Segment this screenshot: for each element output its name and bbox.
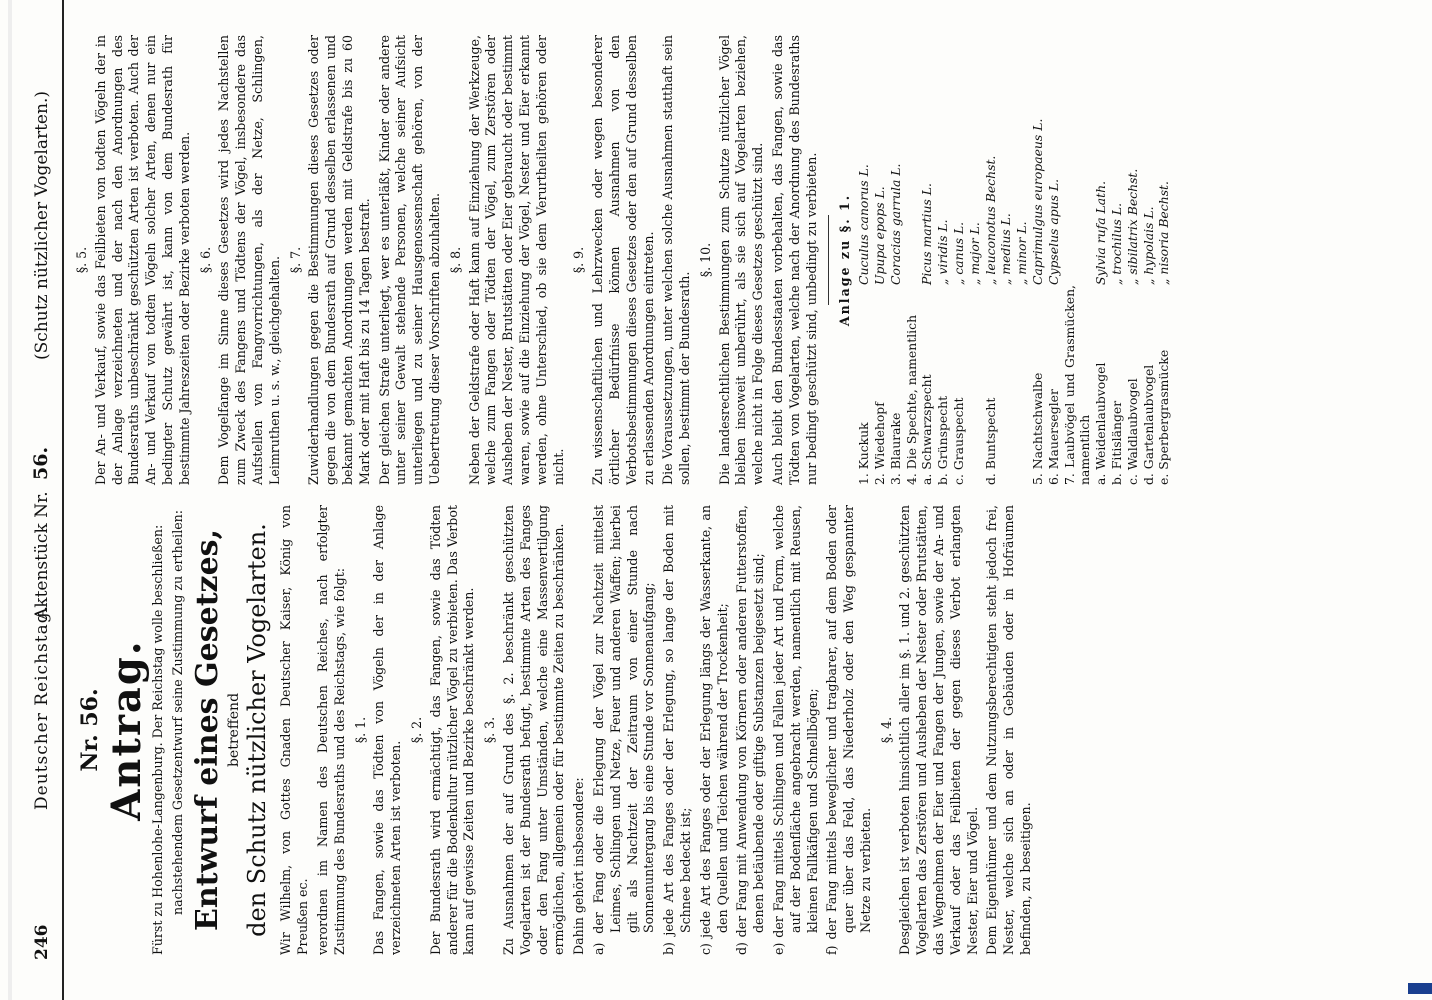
section-4-text: Desgleichen ist verboten hinsichtlich aller im §. 1. und 2. geschützten Vogelarten das Zerstören und Ausheben der Nester oder Brutstätten, das Wegnehmen der Eier und Fangen der Jungen, sowie der An- und Verkauf oder das Feilbieten der gegen dieses Verbot erlangten Nester, Eier und Vögel. <box>897 505 980 955</box>
species-common-name <box>998 285 1014 485</box>
left-column <box>70 505 1038 955</box>
species-latin-name: „ nisoria Bechst. <box>1156 181 1172 285</box>
section-7-text: Zuwiderhandlungen gegen die Bestimmungen dieses Gesetzes oder gegen die von dem Bundesrath auf Grund desselben erlassenen und bekannt gemachten Anordnungen werden mit Geldstrafe bis zu 60 Mark oder mit Haft bis zu 14 Tagen bestraft. <box>306 35 372 485</box>
table-row <box>1109 35 1125 485</box>
section-9-text: Zu wissenschaftlichen und Lehrzwecken oder wegen besonderer örtlicher Bedürfnisse können Ausnahmen von den Verbotsbestimmungen dieses Gesetzes oder den auf Grund desselben zu erlassenden Anordnungen eintreten. <box>590 35 656 485</box>
list-item: c) jede Art des Fanges oder der Erlegung längs der Wasserkante, an den Quellen und Teichen während der Trockenheit; <box>697 505 730 955</box>
section-3-text: Zu Ausnahmen der auf Grund des §. 2. beschränkt geschützten Vogelarten ist der Bundesrath befugt, bestimmte Arten des Fanges oder den Fang unter Umständen, welche eine Massenvertilgung ermöglichen, allgemein oder für bestimmte Zeiten zu beschränken. <box>500 505 567 955</box>
species-latin-name: „ medius L. <box>998 213 1014 285</box>
species-common-name <box>967 285 983 485</box>
table-row <box>967 35 983 485</box>
section-8-heading: §. 8. <box>447 246 463 274</box>
section-3-heading: §. 3. <box>482 716 498 744</box>
section-2-text: Der Bundesrath wird ermächtigt, das Fangen, sowie das Tödten anderer für die Bodenkultur nützlicher Vögel zu verbieten. Das Verbot kann auf gewisse Zeiten und Bezirke beschränkt werden. <box>427 505 477 955</box>
section-1-heading: §. 1. <box>352 716 368 744</box>
section-1-text: Das Fangen, sowie das Tödten von Vögeln der in der Anlage verzeichneten Arten ist verboten. <box>371 505 404 955</box>
species-latin-name: „ hypolais L. <box>1140 206 1156 285</box>
species-latin-name: Cypselus apus L. <box>1045 178 1061 285</box>
preamble-2: verordnen im Namen des Deutschen Reiches, nach erfolgter Zustimmung des Bundesraths und des Reichstags, wie folgt: <box>314 505 347 955</box>
section-10-heading: §. 10. <box>697 242 713 278</box>
section-6-heading: §. 6. <box>197 246 213 274</box>
species-latin-name: Cuculus canorus L. <box>856 164 872 285</box>
table-row <box>935 35 951 485</box>
list-item: b) jede Art des Fanges oder der Erlegung, so lange der Boden mit Schnee bedeckt ist; <box>661 505 693 955</box>
species-common-name: e. Sperbergrasmücke <box>1156 349 1172 485</box>
section-5-heading: §. 5. <box>74 246 89 274</box>
table-row <box>872 35 888 485</box>
table-row <box>1156 35 1172 485</box>
species-common-name: a. Schwarzspecht <box>919 374 935 485</box>
section-4-heading: §. 4. <box>878 716 894 744</box>
page-number: 246 <box>32 924 52 960</box>
species-common-name: 1. Kuckuk <box>856 422 872 485</box>
table-row <box>983 35 999 485</box>
list-item: d) der Fang mit Anwendung von Körnern oder anderen Futterstoffen, denen betäubende oder giftige Substanzen beigesetzt sind; <box>734 505 767 955</box>
species-latin-name: „ trochilus L. <box>1109 202 1125 285</box>
species-latin-name: „ viridis L. <box>935 219 951 285</box>
species-latin-name: „ major L. <box>966 222 982 285</box>
species-common-name: d. Gartenlaubvogel <box>1140 364 1156 485</box>
section-4-text-b: Dem Eigenthümer und dem Nutzungsberechtigten steht jedoch frei, Nester, welche sich an oder in Gebäuden oder in Hofräumen befinden, zu beseitigen. <box>984 505 1034 955</box>
table-row <box>1046 35 1062 485</box>
section-9-heading: §. 9. <box>571 246 587 274</box>
section-10-text: Die landesrechtlichen Bestimmungen zum Schutze nützlicher Vögel bleiben insoweit unberührt, als sie sich auf Vogelarten beziehen, welche nicht in Folge dieses Gesetzes geschützt sind. <box>716 35 766 485</box>
table-row <box>1141 35 1157 485</box>
table-row <box>951 35 967 485</box>
section-9-text-b: Die Voraussetzungen, unter welchen solche Ausnahmen statthaft sein sollen, bestimmt der Bundesrath. <box>660 35 693 485</box>
species-latin-name: Picus martius L. <box>919 183 935 285</box>
list-item: e) der Fang mittels Schlingen und Fallen jeder Art und Form, welche auf der Bodenfläche angebracht werden, namentlich mit Reusen, kleinen Fallkäfigen und Schnellbögen; <box>770 505 820 955</box>
nr-heading: Nr. 56. <box>77 688 103 772</box>
section-3-text-b: Dahin gehört insbesondere: <box>571 777 587 955</box>
species-latin-name: Coracias garrula L. <box>887 163 903 285</box>
species-latin-name: „ canus L. <box>951 221 967 285</box>
running-header <box>28 0 64 1000</box>
section-6-text: Dem Vogelfange im Sinne dieses Gesetzes wird jedes Nachstellen zum Zweck des Fangens und Tödtens der Vögel, insbesondere das Aufstellen von Fangvorrichtungen, als der Netze, Schlingen, Leimruthen u. s. w., gleichgehalten. <box>216 35 282 485</box>
species-common-name: 5. Nachtschwalbe <box>1030 372 1046 485</box>
species-latin-name <box>904 35 920 285</box>
species-common-name: a. Weidenlaubvogel <box>1093 362 1109 485</box>
preamble-1: Wir Wilhelm, von Gottes Gnaden Deutscher Kaiser, König von Preußen ec. <box>278 505 311 955</box>
table-row <box>888 35 904 485</box>
entwurf-heading: Entwurf eines Gesetzes, <box>189 528 225 932</box>
divider <box>828 215 829 305</box>
header-doc-ref: Aktenstück Nr. <box>32 491 52 620</box>
species-common-name: 2. Wiedehopf <box>872 402 888 485</box>
species-common-name: c. Waldlaubvogel <box>1124 378 1140 485</box>
table-row <box>856 35 872 485</box>
species-latin-name: „ leuconotus Bechst. <box>982 155 998 285</box>
anlage-heading: Anlage zu §. 1. <box>837 193 853 327</box>
table-row <box>1062 35 1094 485</box>
header-doc-no: 56. <box>30 446 52 480</box>
species-common-name: 7. Laubvögel und Grasmücken, namentlich <box>1061 285 1093 485</box>
species-common-name <box>1014 285 1030 485</box>
species-latin-name: Caprimulgus europaeus L. <box>1030 118 1046 285</box>
digitization-footer <box>1414 8 1430 998</box>
table-row <box>1014 35 1030 485</box>
species-common-name: 6. Mauersegler <box>1045 389 1061 485</box>
section-10-text-b: Auch bleibt den Bundesstaaten vorbehalten, das Fangen, sowie das Tödten von Vogelarten, welche nach der Anordnung des Bundesraths nur bedingt geschützt sind, unbedingt zu verbieten. <box>770 35 819 485</box>
species-latin-name <box>1062 35 1094 285</box>
species-common-name: 3. Blaurake <box>887 412 903 485</box>
section-7-text-b: Der gleichen Strafe unterliegt, wer es unterläßt, Kinder oder andere unter seiner Gewalt stehende Personen, welche seiner Aufsicht unterliegen und zu seiner Hausgenossenschaft gehören, von der Uebertretung dieser Vorschriften abzuhalten. <box>376 35 442 485</box>
species-common-name: b. Grünspecht <box>935 395 951 485</box>
antrag-heading: Antrag. <box>103 639 150 821</box>
header-title: Deutscher Reichstag. <box>32 605 52 810</box>
schutz-heading: den Schutz nützlicher Vogelarten. <box>243 523 272 937</box>
table-row <box>1125 35 1141 485</box>
dfg-logo <box>1408 983 1432 994</box>
table-row <box>998 35 1014 485</box>
section-5-text: Der An- und Verkauf, sowie das Feilbieten von todten Vögeln der in der Anlage verzeichneten und der nach den Anordnungen des Bundesraths unbeschränkt geschützten Arten ist verboten. Auch der An- und Verkauf von todten Vögeln solcher Arten, denen nur ein bedingter Schutz gewährt ist, kann von dem Bundesrath für bestimmte Jahreszeiten oder Bezirke verboten werden. <box>92 35 192 485</box>
right-column <box>70 35 1172 485</box>
species-common-name: c. Grauspecht <box>951 397 967 485</box>
section-7-heading: §. 7. <box>287 246 303 274</box>
intro-text-2: nachstehendem Gesetzentwurf seine Zustimmung zu ertheilen: <box>169 509 185 915</box>
species-latin-name: Upupa epops L. <box>872 186 888 285</box>
species-latin-name: „ minor L. <box>1014 221 1030 285</box>
section-8-text: Neben der Geldstrafe oder Haft kann auf Einziehung der Werkzeuge, welche zum Fangen oder Tödten der Vögel, zum Zerstören oder Ausheben der Nester, Brutstätten oder Eier gebraucht oder bestimmt waren, sowie auf die Einziehung der Vögel, Nester und Eier erkannt werden, ohne Unterschied, ob sie dem Verurtheilten gehören oder nicht. <box>466 35 566 485</box>
species-latin-name: „ sibilatrix Bechst. <box>1124 168 1140 285</box>
header-subject: (Schutz nützlicher Vogelarten.) <box>32 91 52 360</box>
section-2-heading: §. 2. <box>408 716 424 744</box>
species-common-name: d. Buntspecht <box>982 397 998 485</box>
list-item: f) der Fang mittels beweglicher und tragbarer, auf dem Boden oder quer über das Feld, das Niederholz oder den Weg gespannter Netze zu verbieten. <box>824 505 873 955</box>
table-row <box>904 35 920 485</box>
table-row <box>919 35 935 485</box>
species-latin-name: Sylvia rufa Lath. <box>1093 180 1109 285</box>
species-common-name: b. Fitislänger <box>1109 400 1125 485</box>
intro-text: Fürst zu Hohenlohe-Langenburg. Der Reichstag wolle beschließen: <box>150 524 165 955</box>
table-row <box>1030 35 1046 485</box>
table-row <box>1093 35 1109 485</box>
betreffend-label: betreffend <box>225 692 242 768</box>
species-common-name: 4. Die Spechte, namentlich <box>903 314 919 485</box>
list-item: a) der Fang oder die Erlegung der Vögel zur Nachtzeit mittelst Leimes, Schlingen und Netze, Feuer und anderen Waffen; hierbei gilt als Nachtzeit der Zeitraum von einer Stunde nach Sonnenuntergang bis eine Stunde vor Sonnenaufgang; <box>590 505 657 955</box>
species-table <box>856 35 1172 485</box>
